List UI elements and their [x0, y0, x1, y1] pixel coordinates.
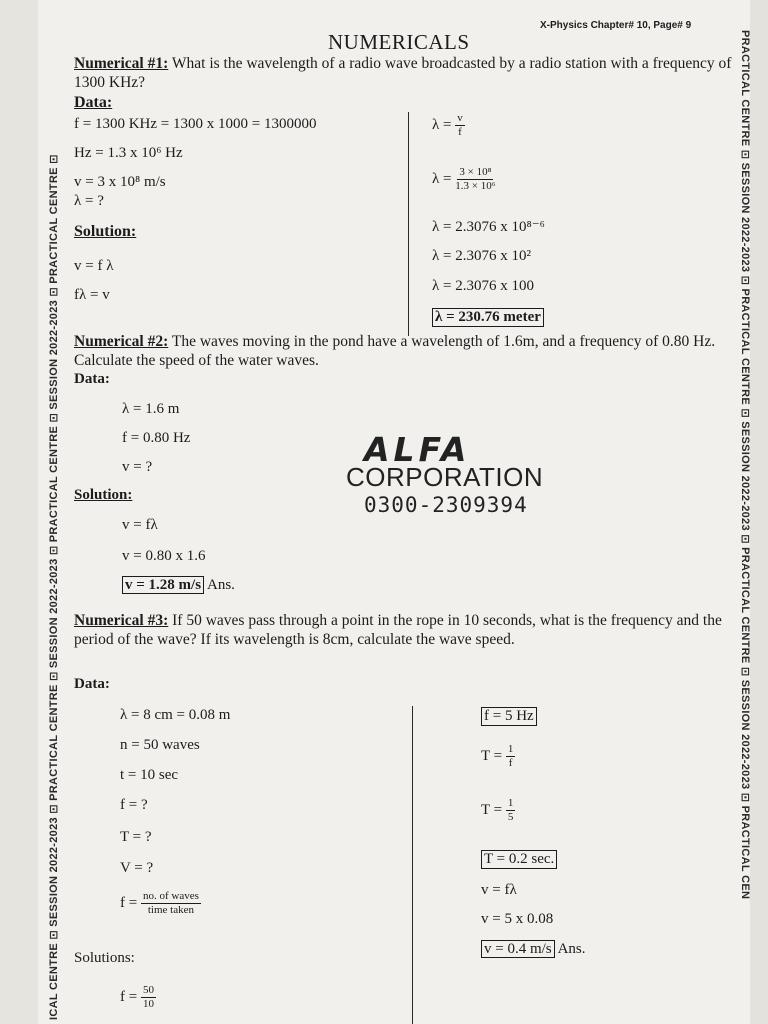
n3-period-fraction: $\frac{1}{f}$	[507, 743, 514, 769]
n3-period-formula: T = $\frac{1}{f}$	[481, 743, 514, 769]
page-edge-right	[750, 0, 768, 1024]
page-edge-left	[0, 0, 38, 1024]
n2-data-2: f = 0.80 Hz	[122, 430, 191, 446]
n3-data-label: Data:	[74, 676, 110, 692]
n1-data-label: Data:	[74, 94, 113, 111]
side-strip-left: ICAL CENTRE ⊡ SESSION 2022-2023 ⊡ PRACTICAL CENTRE ⊡ SESSION 2022-2023 ⊡ PRACTICAL CENTRE ⊡ SESSION 2022-2023 ⊡ PRACTICAL CENTRE ⊡	[48, 154, 60, 1020]
n1-data-4: λ = ?	[74, 193, 104, 209]
n1-answer-box: λ = 230.76 meter	[432, 308, 544, 327]
side-strip-right: PRACTICAL CENTRE ⊡ SESSION 2022-2023 ⊡ PRACTICAL CENTRE ⊡ SESSION 2022-2023 ⊡ PRACTICAL CENTRE ⊡ SESSION 2022-2023 ⊡ PRACTICAL CEN	[739, 30, 751, 900]
n1-question: What is the wavelength of a radio wave broadcasted by a radio station with a frequency of 1300 KHz?	[74, 55, 732, 91]
n3-speed-answer-box: v = 0.4 m/s	[481, 940, 555, 958]
n3-period-substitution-fraction: $\frac{1}{5}$	[507, 797, 514, 823]
stamp-corporation: CORPORATION	[346, 462, 544, 492]
n3-period-answer-box: T = 0.2 sec.	[481, 850, 557, 869]
n3-speed-substitution: v = 5 x 0.08	[481, 911, 554, 927]
n3-column-divider	[412, 706, 413, 1024]
n3-frequency-formula: f = $\frac{\text{no. of waves}}{\text{time taken}}$	[120, 890, 199, 916]
n2-question-block	[74, 332, 734, 370]
n3-data-3: t = 10 sec	[120, 767, 179, 783]
n1-question-block	[74, 54, 734, 92]
n2-answer-line	[122, 577, 235, 594]
n2-solution-2: v = 0.80 x 1.6	[122, 548, 206, 564]
n3-frequency-fraction: $\frac{\text{no. of waves}}{\text{time taken}}$	[142, 890, 199, 916]
n1-solution-label: Solution:	[74, 223, 137, 240]
n2-label: Numerical #2:	[74, 333, 169, 350]
n2-data-label: Data:	[74, 371, 110, 387]
page-title: NUMERICALS	[328, 30, 470, 54]
n3-solution-fraction-line: f = $\frac{50}{10}$	[120, 984, 154, 1010]
n2-data-3: v = ?	[122, 459, 153, 475]
n1-substitution-fraction: $\frac{\text{3 × 10⁸}}{\text{1.3 × 10⁶}}$	[455, 166, 496, 192]
chapter-page-header: X-Physics Chapter# 10, Page# 9	[540, 20, 692, 31]
n3-data-6: V = ?	[120, 860, 154, 876]
n2-answer-box: v = 1.28 m/s	[122, 576, 204, 594]
n3-data-1: λ = 8 cm = 0.08 m	[120, 707, 231, 723]
n1-step-1: λ = 2.3076 x 10⁸⁻⁶	[432, 219, 545, 235]
n1-step-3: λ = 2.3076 x 100	[432, 278, 534, 294]
n3-solutions-label: Solutions:	[74, 950, 135, 966]
n3-question: If 50 waves pass through a point in the rope in 10 seconds, what is the frequency and the period of the wave? If its wavelength is 8cm, calculate the wave speed.	[74, 612, 722, 648]
n1-data-2: Hz = 1.3 x 10⁶ Hz	[74, 145, 183, 161]
stamp-phone: 0300-2309394	[364, 493, 528, 517]
n1-step-2: λ = 2.3076 x 10²	[432, 248, 531, 264]
n3-data-5: T = ?	[120, 829, 152, 845]
n1-solution-2: fλ = v	[74, 287, 110, 303]
n1-data-3: v = 3 x 10⁸ m/s	[74, 174, 166, 190]
n3-label: Numerical #3:	[74, 612, 169, 629]
n2-solution-1: v = fλ	[122, 517, 158, 533]
n1-formula-wavelength: λ = $\frac{v}{f}$	[432, 112, 463, 138]
stamp-alfa: ALFA	[364, 430, 471, 469]
n3-data-2: n = 50 waves	[120, 737, 200, 753]
n3-period-substitution: T = $\frac{1}{5}$	[481, 797, 514, 823]
n2-data-1: λ = 1.6 m	[122, 401, 180, 417]
n3-data-4: f = ?	[120, 797, 148, 813]
n1-formula-fraction: $\frac{v}{f}$	[457, 112, 463, 138]
n3-question-block	[74, 611, 734, 649]
n3-ans-suffix: Ans.	[557, 941, 586, 957]
n1-column-divider	[408, 112, 409, 336]
n3-speed-answer-line	[481, 941, 586, 958]
n3-speed-formula: v = fλ	[481, 882, 517, 898]
n2-solution-label: Solution:	[74, 487, 133, 503]
n1-data-1: f = 1300 KHz = 1300 x 1000 = 1300000	[74, 116, 317, 132]
n1-label: Numerical #1:	[74, 55, 169, 72]
n1-substitution: λ = $\frac{\text{3 × 10⁸}}{\text{1.3 × 10⁶}}$	[432, 166, 496, 192]
n3-solution-fraction: $\frac{50}{10}$	[142, 984, 154, 1010]
n1-solution-1: v = f λ	[74, 258, 114, 274]
n2-question: The waves moving in the pond have a wavelength of 1.6m, and a frequency of 0.80 Hz. Calculate the speed of the water waves.	[74, 333, 716, 369]
n3-frequency-answer-box: f = 5 Hz	[481, 707, 537, 726]
n2-ans-suffix: Ans.	[207, 577, 235, 593]
